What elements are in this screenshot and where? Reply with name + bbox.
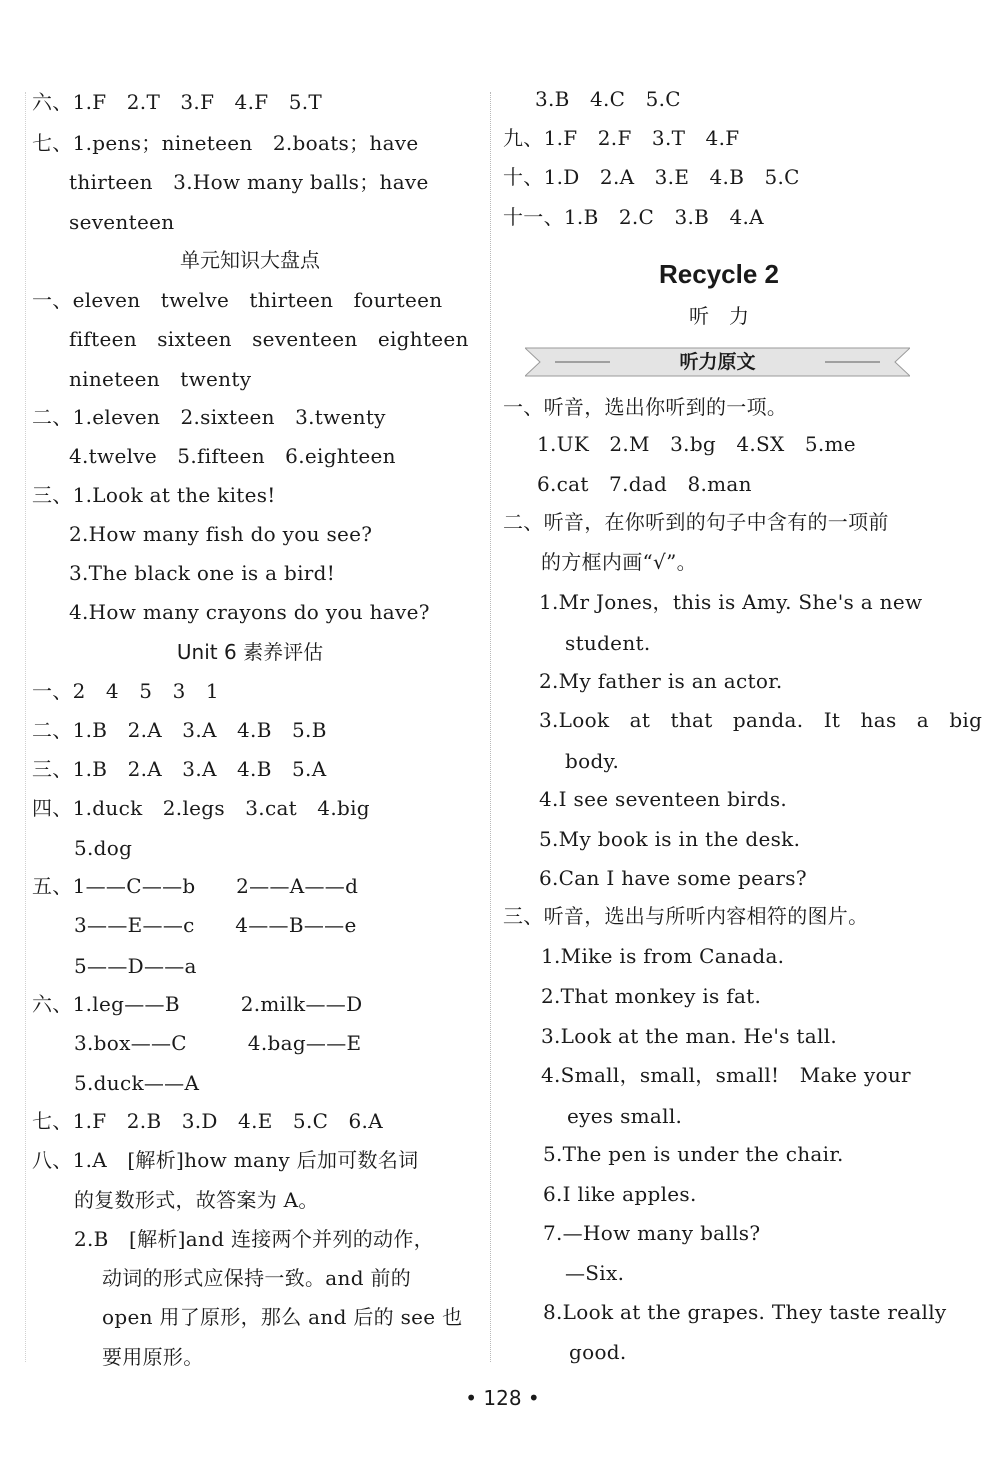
answer-line: 5.dog — [74, 836, 133, 860]
answer-line: body. — [565, 749, 620, 773]
answer-line: 六、1.F 2.T 3.F 4.F 5.T — [32, 90, 323, 114]
answer-line: 六、1.leg——B 2.milk——D — [32, 992, 363, 1016]
answer-line: 四、1.duck 2.legs 3.cat 4.big — [32, 796, 370, 820]
answer-line: 要用原形。 — [102, 1345, 204, 1369]
answer-line: 三、1.Look at the kites! — [32, 483, 276, 507]
column-divider — [490, 92, 491, 1362]
answer-line: 2.My father is an actor. — [539, 669, 783, 693]
page-number: • 128 • — [465, 1386, 540, 1410]
answer-line: 一、听音，选出你听到的一项。 — [503, 395, 788, 419]
answer-line: 七、1.F 2.B 3.D 4.E 5.C 6.A — [32, 1109, 383, 1133]
answer-line: fifteen sixteen seventeen eighteen — [69, 327, 469, 351]
answer-line: 十、1.D 2.A 3.E 4.B 5.C — [503, 165, 800, 189]
section-title: Recycle 2 — [659, 259, 779, 289]
answer-line: 二、1.eleven 2.sixteen 3.twenty — [32, 405, 386, 429]
answer-line: 一、2 4 5 3 1 — [32, 679, 219, 703]
banner-label: 听力原文 — [679, 351, 756, 373]
answer-line: 4.I see seventeen birds. — [539, 787, 788, 811]
answer-line: 1.UK 2.M 3.bg 4.SX 5.me — [537, 432, 856, 456]
answer-line: 动词的形式应保持一致。and 前的 — [102, 1266, 412, 1290]
answer-line: 2.That monkey is fat. — [541, 984, 762, 1008]
answer-line: 1.Mike is from Canada. — [541, 944, 785, 968]
section-subtitle: 听 力 — [689, 304, 749, 328]
answer-line: 7.—How many balls? — [543, 1221, 761, 1245]
answer-line: eyes small. — [567, 1104, 683, 1128]
answer-line: 五、1——C——b 2——A——d — [32, 874, 359, 898]
answer-line: 2.B [解析]and 连接两个并列的动作， — [74, 1227, 434, 1251]
answer-line: 三、听音，选出与所听内容相符的图片。 — [503, 904, 869, 928]
answer-line: open 用了原形，那么 and 后的 see 也 — [102, 1305, 463, 1329]
unit-review-heading: 单元知识大盘点 — [180, 248, 320, 272]
answer-line: 3——E——c 4——B——e — [74, 913, 357, 937]
answer-line: 8.Look at the grapes. They taste really — [543, 1300, 947, 1324]
answer-line: 4.How many crayons do you have? — [69, 600, 430, 624]
answer-line: 三、1.B 2.A 3.A 4.B 5.A — [32, 757, 327, 781]
page-edge-line — [25, 92, 26, 1362]
answer-line: 一、eleven twelve thirteen fourteen — [32, 288, 443, 312]
answer-line: 的方框内画“√”。 — [541, 550, 697, 574]
answer-line: 十一、1.B 2.C 3.B 4.A — [503, 205, 764, 229]
answer-line: 3.Look at the man. He's tall. — [541, 1024, 838, 1048]
answer-line: 6.I like apples. — [543, 1182, 697, 1206]
answer-line: 5.duck——A — [74, 1071, 200, 1095]
answer-line: 八、1.A [解析]how many 后加可数名词 — [32, 1148, 419, 1172]
answer-line: good. — [569, 1340, 627, 1364]
unit6-eval-heading: Unit 6 素养评估 — [176, 640, 324, 664]
answer-line: student. — [565, 631, 651, 655]
answer-line: 的复数形式，故答案为 A。 — [74, 1188, 319, 1212]
answer-line: 5.My book is in the desk. — [539, 827, 801, 851]
listening-script-banner — [525, 346, 910, 378]
answer-line: 二、1.B 2.A 3.A 4.B 5.B — [32, 718, 327, 742]
answer-line: 1.Mr Jones，this is Amy. She's a new — [539, 590, 923, 614]
answer-line: 3.The black one is a bird! — [69, 561, 336, 585]
answer-line: 3.box——C 4.bag——E — [74, 1031, 362, 1055]
answer-line: nineteen twenty — [69, 367, 252, 391]
answer-line: 6.Can I have some pears? — [539, 866, 807, 890]
answer-line: 七、1.pens；nineteen 2.boats；have — [32, 131, 419, 155]
answer-line: seventeen — [69, 210, 175, 234]
answer-line: 4.twelve 5.fifteen 6.eighteen — [69, 444, 396, 468]
answer-line: 5.The pen is under the chair. — [543, 1142, 844, 1166]
answer-line: 2.How many fish do you see? — [69, 522, 373, 546]
answer-line: 3.Look at that panda. It has a big — [539, 708, 983, 732]
answer-line: 5——D——a — [74, 954, 197, 978]
answer-line: 3.B 4.C 5.C — [535, 87, 681, 111]
answer-line: —Six. — [565, 1261, 625, 1285]
answer-line: 6.cat 7.dad 8.man — [537, 472, 752, 496]
answer-line: thirteen 3.How many balls；have — [69, 170, 429, 194]
answer-line: 二、听音，在你听到的句子中含有的一项前 — [503, 510, 889, 534]
answer-line: 4.Small，small，small! Make your — [541, 1063, 911, 1087]
answer-line: 九、1.F 2.F 3.T 4.F — [503, 126, 740, 150]
